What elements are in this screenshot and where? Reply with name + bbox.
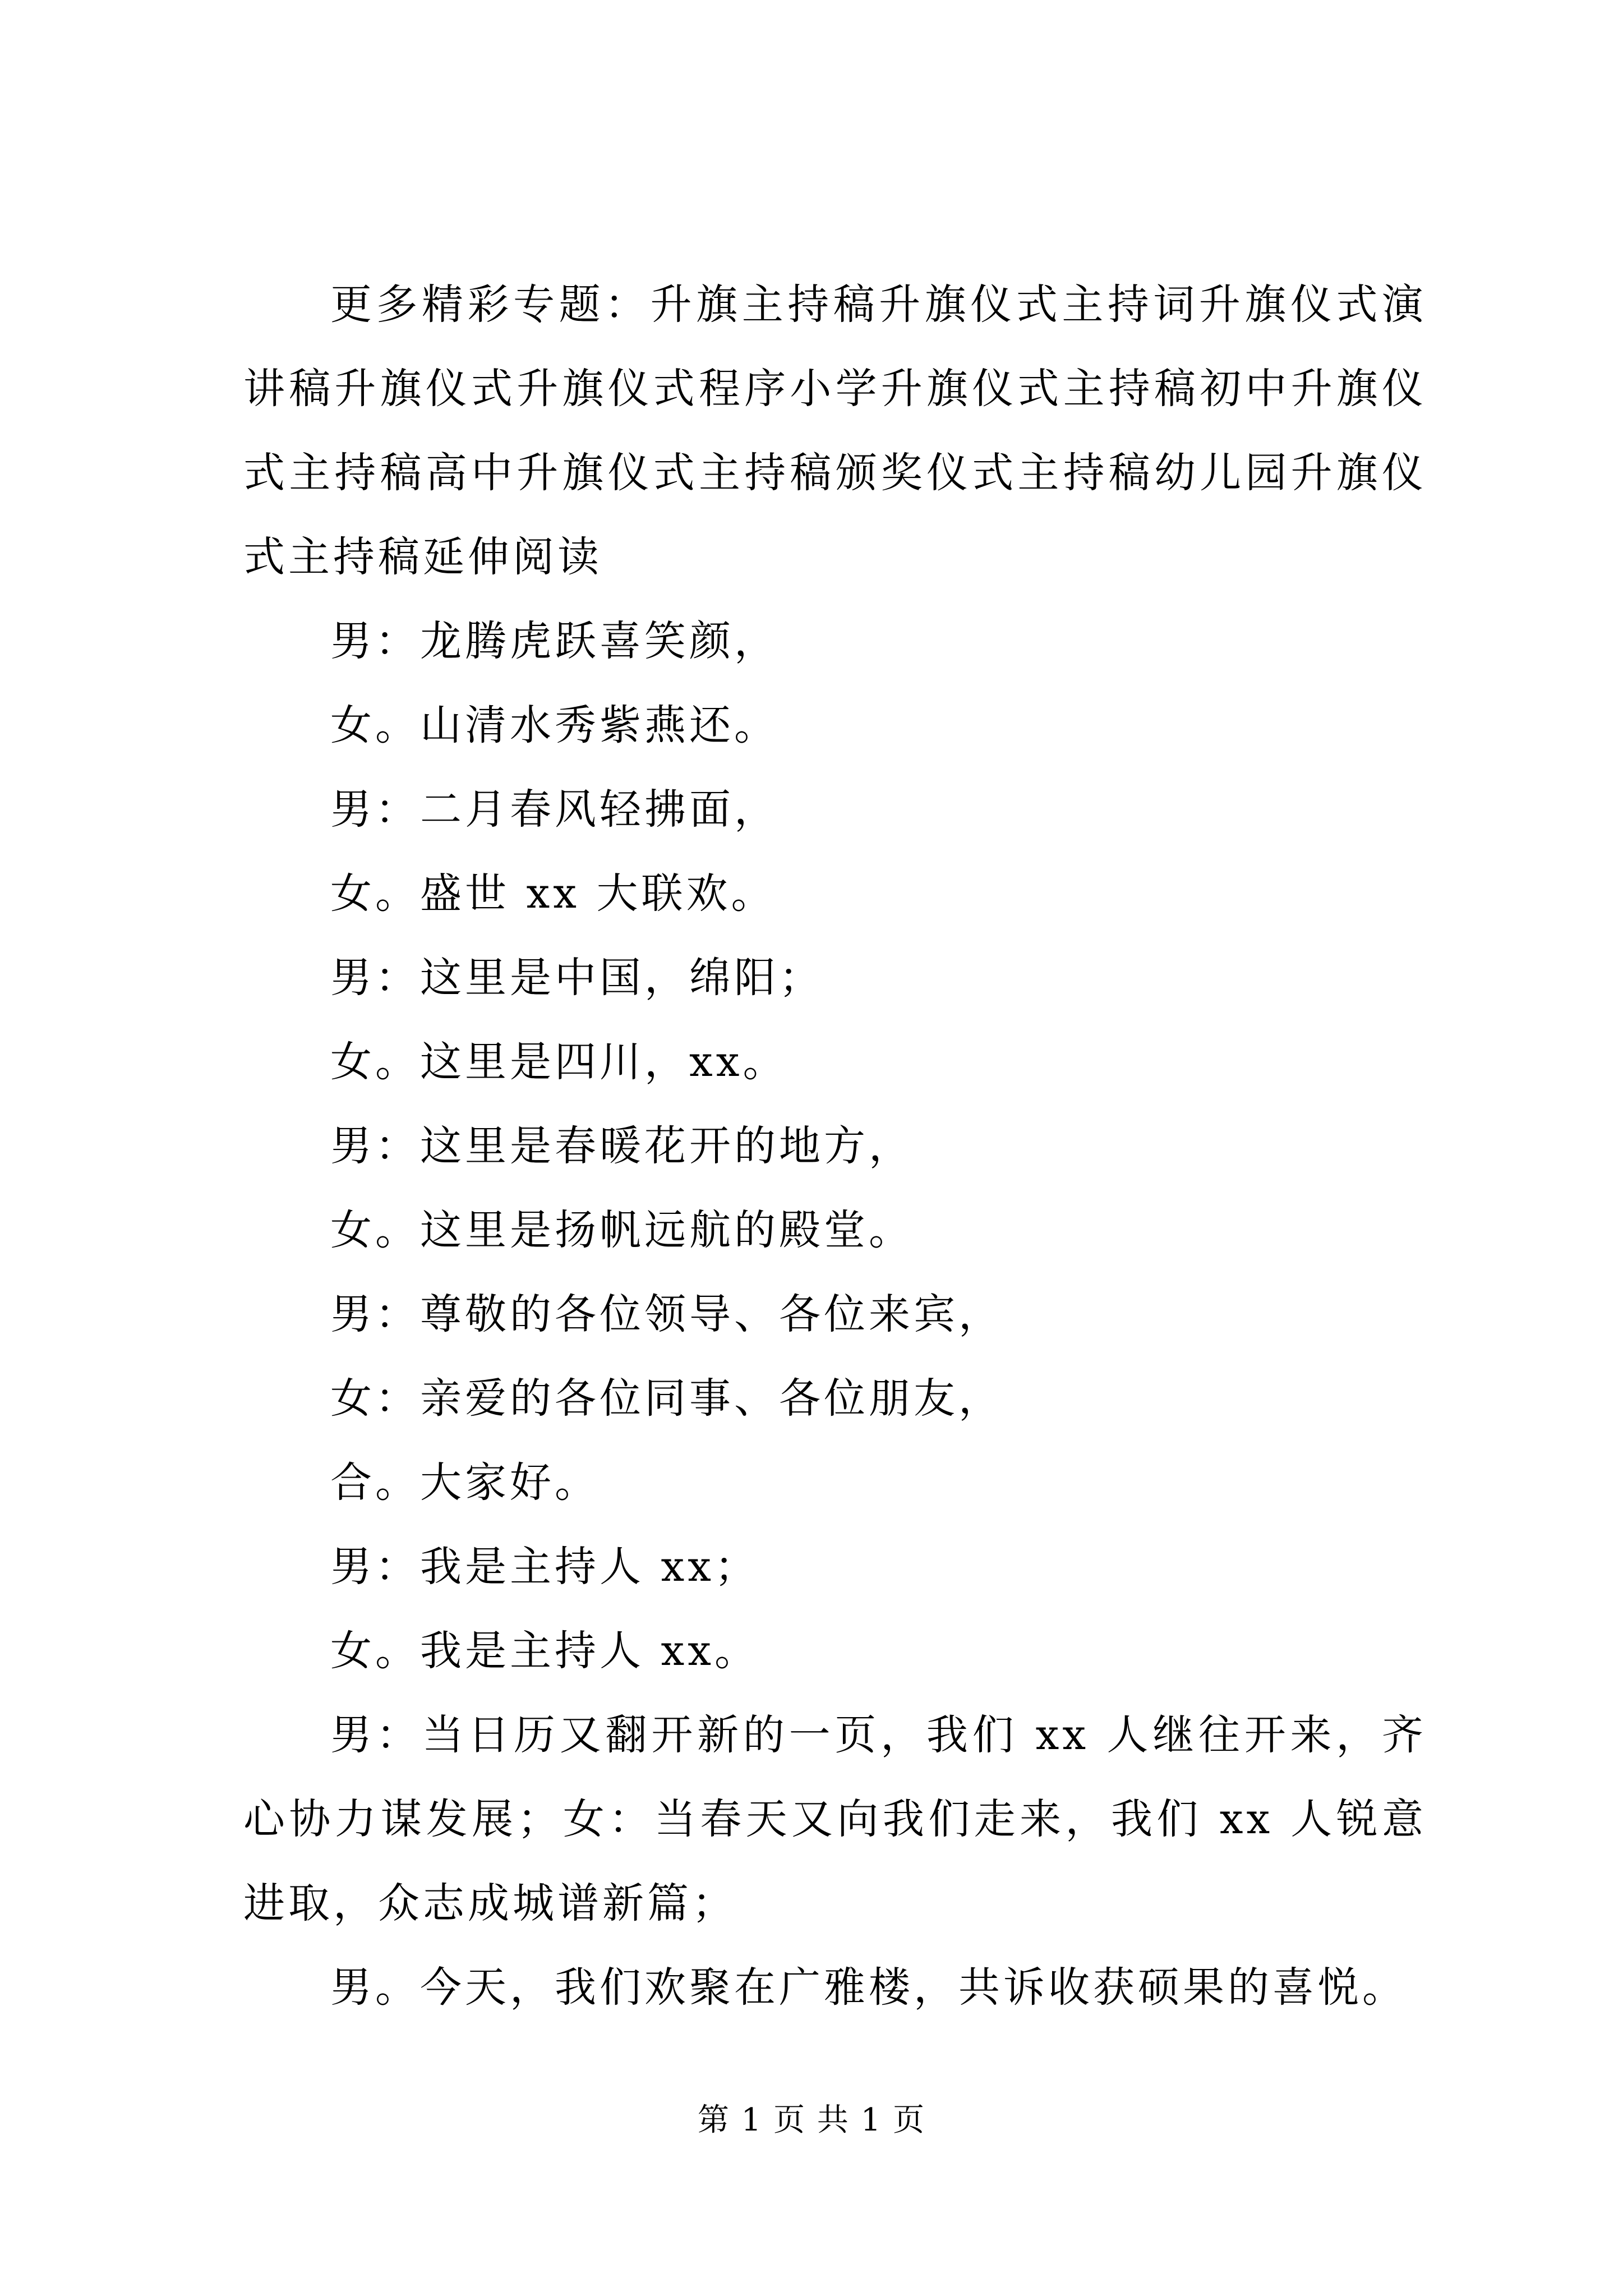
script-line: 男：当日历又翻开新的一页，我们 xx 人继往开来，齐心协力谋发展；女：当春天又向我们走来，我们 xx 人锐意进取，众志成城谱新篇； [243,1711,1427,1927]
script-line: 女。这里是四川，xx。 [330,1038,788,1086]
page-footer: 第 1 页 共 1 页 [697,2102,926,2138]
script-line: 男：尊敬的各位领导、各位来宾， [330,1290,1003,1338]
topics-paragraph: 更多精彩专题：升旗主持稿升旗仪式主持词升旗仪式演讲稿升旗仪式升旗仪式程序小学升旗仪式主持稿初中升旗仪式主持稿高中升旗仪式主持稿颁奖仪式主持稿幼儿园升旗仪式主持稿延伸阅读 [243,280,1427,581]
script-line: 男：这里是春暖花开的地方， [330,1122,914,1170]
script-line: 男：我是主持人 xx； [330,1543,759,1591]
script-line: 男：二月春风轻拂面， [330,785,779,834]
script-line: 合。大家好。 [330,1458,600,1507]
script-line: 男：这里是中国，绵阳； [330,954,824,1002]
script-line: 男：龙腾虎跃喜笑颜， [330,617,779,665]
script-line: 女。山清水秀紫燕还。 [330,701,779,749]
script-line: 女。我是主持人 xx。 [330,1627,759,1675]
document-body [243,263,1427,2030]
script-line: 女：亲爱的各位同事、各位朋友， [330,1374,1003,1423]
script-line: 男。今天，我们欢聚在广雅楼，共诉收获硕果的喜悦。 [330,1963,1407,2012]
script-line: 女。这里是扬帆远航的殿堂。 [330,1206,914,1254]
script-line: 女。盛世 xx 大联欢。 [330,869,776,918]
